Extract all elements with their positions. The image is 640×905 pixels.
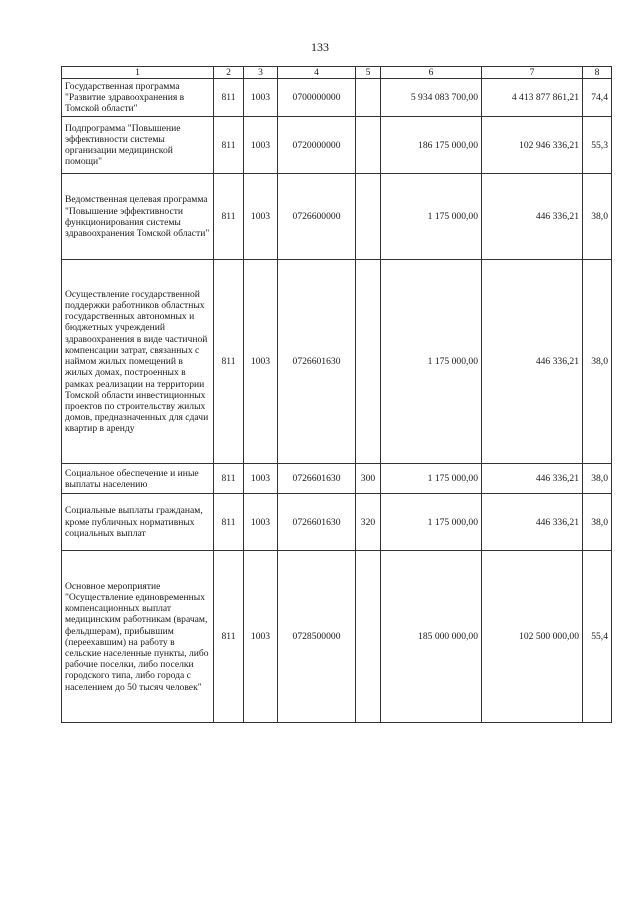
cell-expense-type	[356, 117, 381, 174]
table-row	[62, 464, 612, 494]
cell-admin-code: 811	[214, 117, 244, 174]
row-name: Ведомственная целевая программа "Повышение эффективности функционирования системы здравоохранения Томской области"	[62, 174, 214, 260]
cell-section-code: 1003	[244, 174, 278, 260]
cell-planned-amount: 1 175 000,00	[381, 260, 482, 464]
cell-admin-code: 811	[214, 260, 244, 464]
table-row	[62, 260, 612, 464]
cell-percent: 38,0	[583, 260, 612, 464]
cell-planned-amount: 1 175 000,00	[381, 494, 482, 551]
table-row	[62, 551, 612, 723]
col-header-8: 8	[583, 67, 612, 79]
cell-admin-code: 811	[214, 79, 244, 117]
cell-expense-type	[356, 174, 381, 260]
cell-percent: 55,4	[583, 551, 612, 723]
col-header-7: 7	[482, 67, 583, 79]
cell-section-code: 1003	[244, 260, 278, 464]
row-name: Государственная программа "Развитие здравоохранения в Томской области"	[62, 79, 214, 117]
cell-percent: 55,3	[583, 117, 612, 174]
cell-target-article: 0726600000	[278, 174, 356, 260]
row-name: Подпрограмма "Повышение эффективности системы организации медицинской помощи"	[62, 117, 214, 174]
cell-target-article: 0700000000	[278, 79, 356, 117]
cell-expense-type	[356, 260, 381, 464]
header-row	[62, 67, 612, 79]
col-header-4: 4	[278, 67, 356, 79]
cell-expense-type: 300	[356, 464, 381, 494]
cell-section-code: 1003	[244, 494, 278, 551]
table-row	[62, 494, 612, 551]
cell-planned-amount: 1 175 000,00	[381, 464, 482, 494]
cell-admin-code: 811	[214, 174, 244, 260]
table-row	[62, 117, 612, 174]
col-header-5: 5	[356, 67, 381, 79]
cell-admin-code: 811	[214, 464, 244, 494]
cell-section-code: 1003	[244, 464, 278, 494]
cell-executed-amount: 446 336,21	[482, 260, 583, 464]
budget-table	[61, 66, 612, 723]
row-name: Социальные выплаты гражданам, кроме публичных нормативных социальных выплат	[62, 494, 214, 551]
cell-admin-code: 811	[214, 494, 244, 551]
cell-target-article: 0728500000	[278, 551, 356, 723]
cell-executed-amount: 446 336,21	[482, 494, 583, 551]
cell-planned-amount: 5 934 083 700,00	[381, 79, 482, 117]
cell-planned-amount: 186 175 000,00	[381, 117, 482, 174]
col-header-6: 6	[381, 67, 482, 79]
cell-percent: 74,4	[583, 79, 612, 117]
cell-section-code: 1003	[244, 117, 278, 174]
cell-percent: 38,0	[583, 464, 612, 494]
row-name: Осуществление государственной поддержки работников областных государственных автономных и бюджетных учреждений здравоохранения в виде частичной компенсации затрат, связанных с наймом жилых помещений в жилых домах, построенных в рамках реализации на территории Томской области инвестиционных проектов по строительству жилых домов, предназначенных для сдачи квартир в аренду	[62, 260, 214, 464]
col-header-1: 1	[62, 67, 214, 79]
cell-expense-type	[356, 551, 381, 723]
table-row	[62, 79, 612, 117]
cell-target-article: 0726601630	[278, 464, 356, 494]
cell-executed-amount: 4 413 877 861,21	[482, 79, 583, 117]
cell-executed-amount: 446 336,21	[482, 174, 583, 260]
cell-executed-amount: 102 946 336,21	[482, 117, 583, 174]
cell-target-article: 0726601630	[278, 260, 356, 464]
row-name: Основное мероприятие "Осуществление единовременных компенсационных выплат медицинским работникам (врачам, фельдшерам), прибывшим (переехавшим) на работу в сельские населенные пункты, либо рабочие поселки, либо поселки городского типа, либо города с населением до 50 тысяч человек"	[62, 551, 214, 723]
cell-admin-code: 811	[214, 551, 244, 723]
cell-target-article: 0726601630	[278, 494, 356, 551]
cell-expense-type: 320	[356, 494, 381, 551]
col-header-2: 2	[214, 67, 244, 79]
cell-section-code: 1003	[244, 79, 278, 117]
col-header-3: 3	[244, 67, 278, 79]
cell-planned-amount: 1 175 000,00	[381, 174, 482, 260]
cell-percent: 38,0	[583, 494, 612, 551]
cell-executed-amount: 446 336,21	[482, 464, 583, 494]
cell-expense-type	[356, 79, 381, 117]
cell-section-code: 1003	[244, 551, 278, 723]
table-row	[62, 174, 612, 260]
row-name: Социальное обеспечение и иные выплаты населению	[62, 464, 214, 494]
cell-planned-amount: 185 000 000,00	[381, 551, 482, 723]
cell-executed-amount: 102 500 000,00	[482, 551, 583, 723]
cell-percent: 38,0	[583, 174, 612, 260]
cell-target-article: 0720000000	[278, 117, 356, 174]
page-number: 133	[311, 40, 329, 54]
